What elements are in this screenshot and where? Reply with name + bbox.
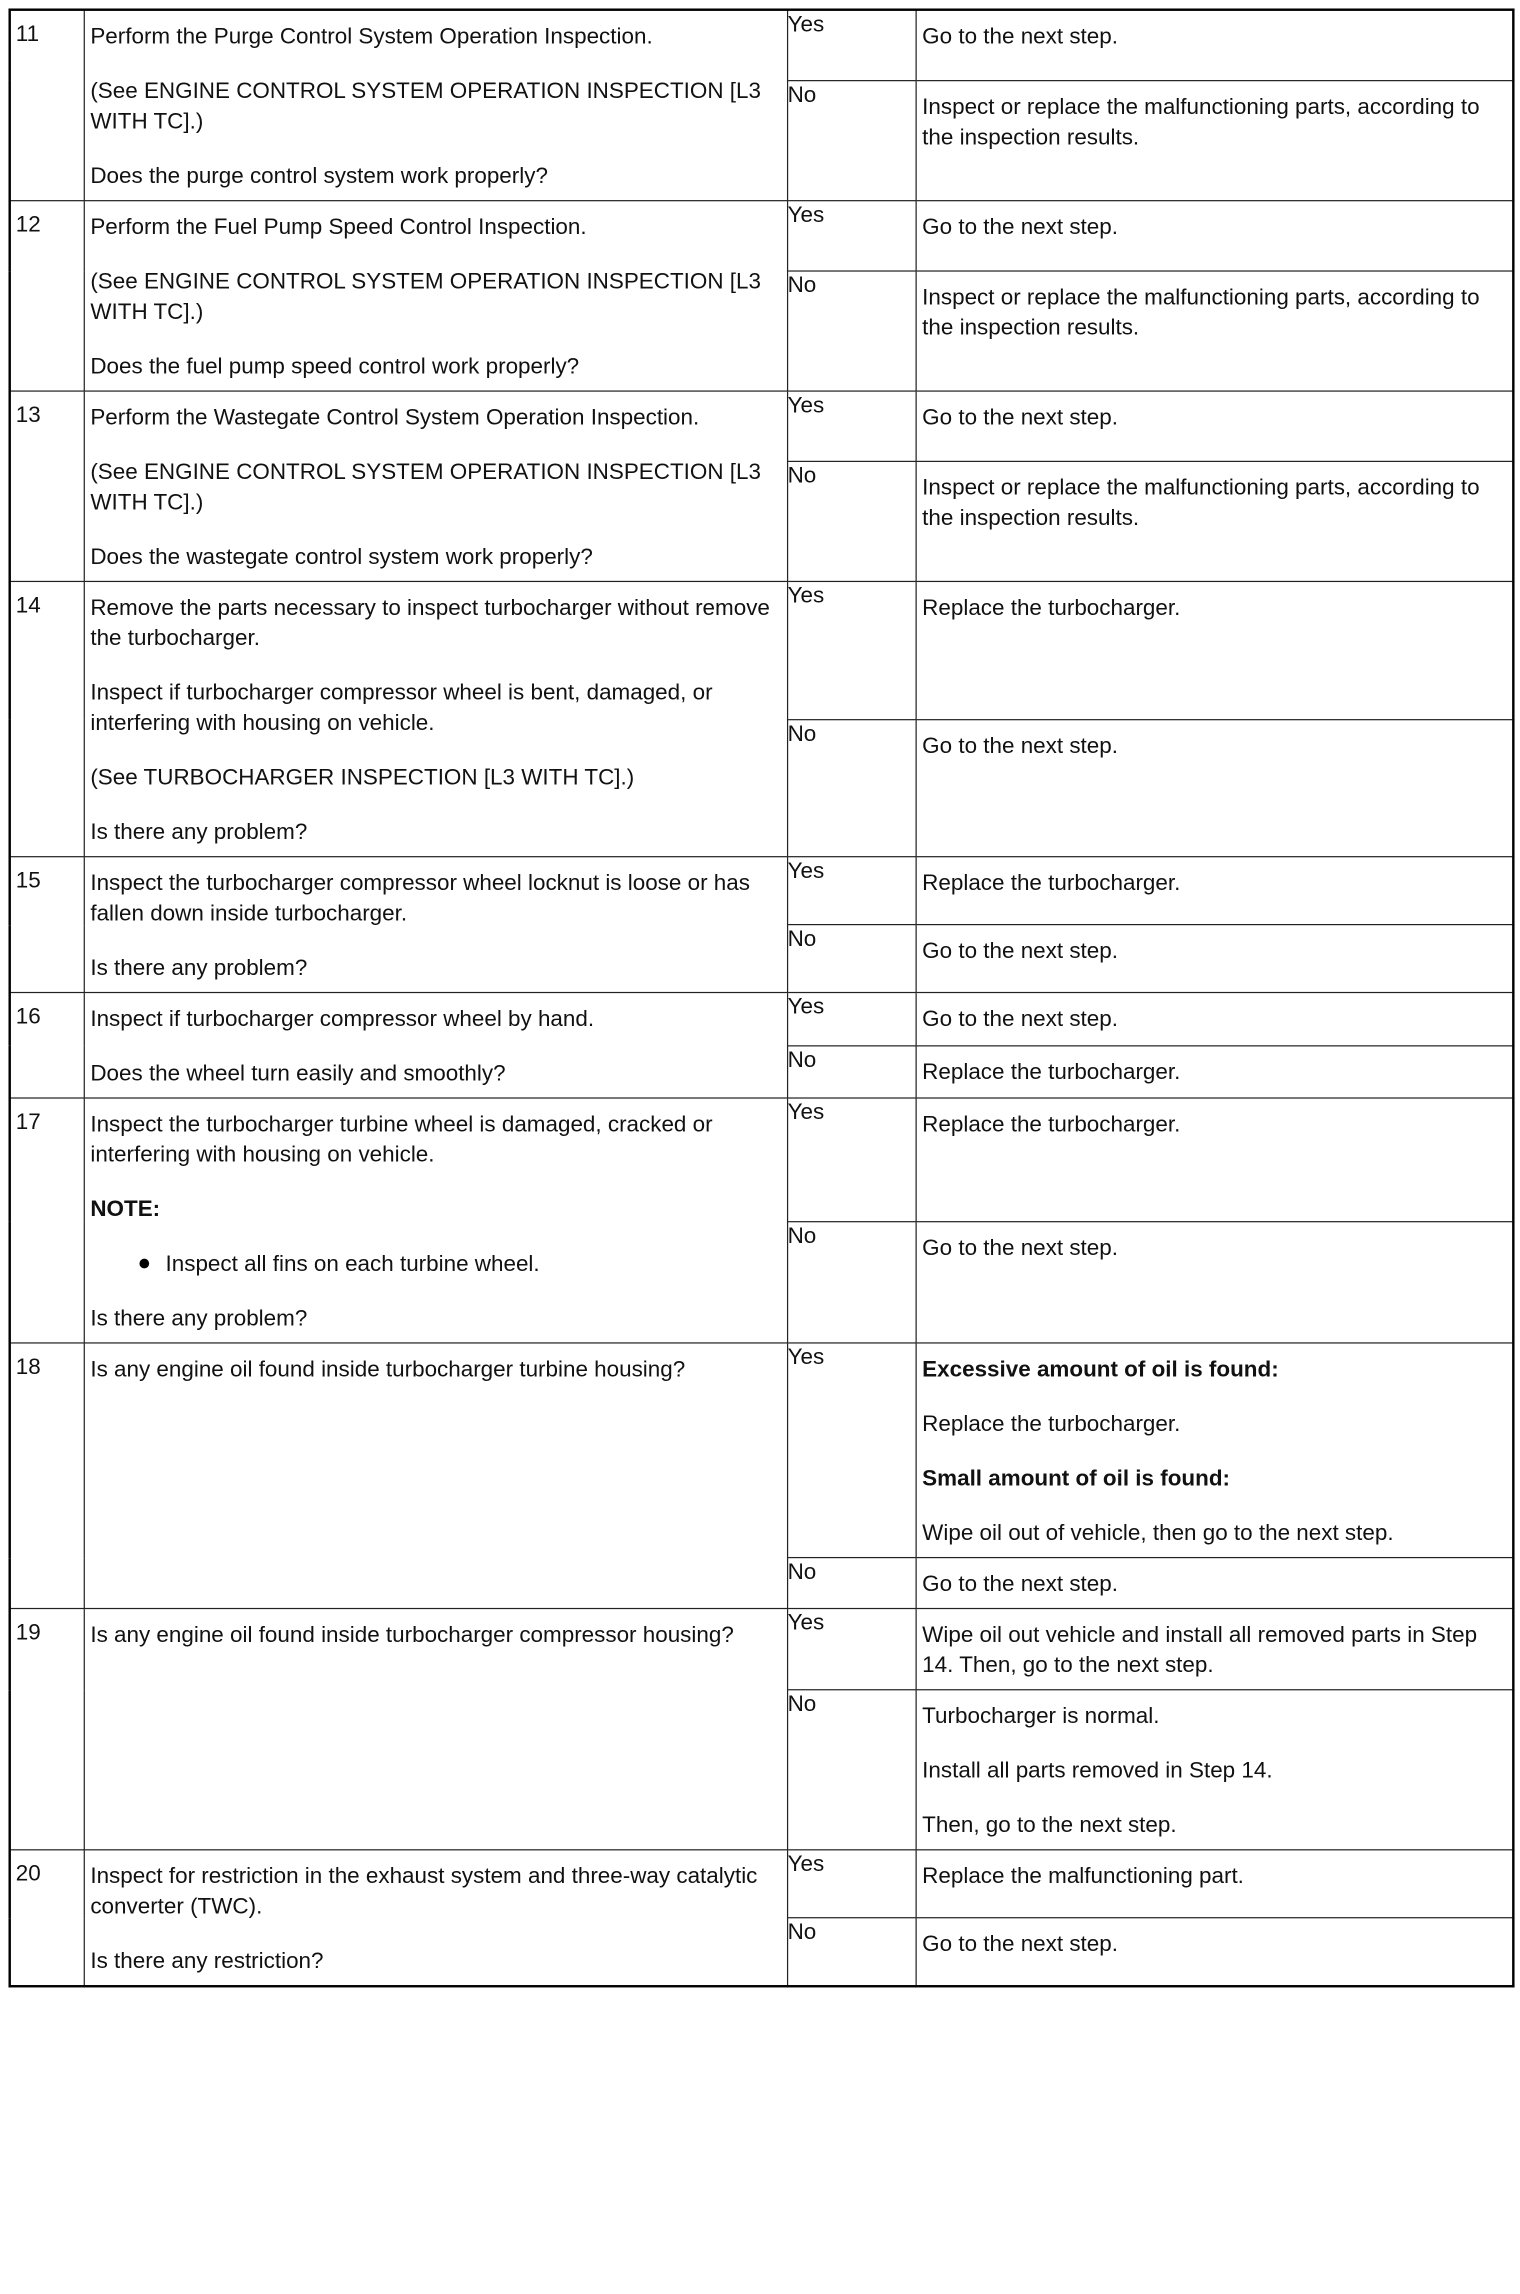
no-action: Inspect or replace the malfunctioning parts, according to the inspection results. [916, 271, 1514, 391]
question-text: Does the fuel pump speed control work properly? [90, 352, 580, 379]
no-action: Go to the next step. [916, 1918, 1514, 1986]
question-text: Inspect if turbocharger compressor wheel is bent, damaged, or interfering with housing on vehicle. [90, 679, 713, 735]
yes-label: Yes [787, 581, 916, 719]
question-text: Inspect for restriction in the exhaust system and three-way catalytic converter (TWC). [90, 1862, 758, 1919]
yes-label: Yes [787, 1098, 916, 1221]
no-action: Go to the next step. [916, 1221, 1514, 1343]
condition-heading: Small amount of oil is found: [922, 1464, 1231, 1491]
question-text: Inspect if turbocharger compressor wheel by hand. [90, 1005, 595, 1031]
no-label: No [787, 719, 916, 857]
step-question [84, 857, 787, 993]
note-bullet [90, 1248, 780, 1278]
no-label: No [787, 1690, 916, 1850]
step-row-12 [10, 201, 1514, 272]
question-text: Is any engine oil found inside turbocharger compressor housing? [90, 1621, 734, 1647]
yes-action: Replace the malfunctioning part. [916, 1850, 1514, 1918]
question-text: Perform the Purge Control System Operation Inspection. [90, 23, 653, 49]
question-text: (See TURBOCHARGER INSPECTION [L3 WITH TC].) [90, 763, 635, 790]
question-text: Is there any problem? [90, 954, 308, 980]
yes-action: Go to the next step. [916, 10, 1514, 81]
question-text: Does the wastegate control system work properly? [90, 543, 593, 569]
no-label: No [787, 1221, 916, 1343]
yes-label: Yes [787, 857, 916, 925]
step-number: 12 [10, 201, 84, 391]
yes-action: Wipe oil out vehicle and install all removed parts in Step 14. Then, go to the next step. [916, 1609, 1514, 1690]
step-row-13 [10, 391, 1514, 462]
step-number: 20 [10, 1850, 84, 1986]
yes-action: Replace the turbocharger. [916, 857, 1514, 925]
step-number: 13 [10, 391, 84, 581]
yes-action: Go to the next step. [916, 201, 1514, 272]
no-label: No [787, 81, 916, 201]
question-text: Perform the Fuel Pump Speed Control Inspection. [90, 213, 587, 239]
no-label: No [787, 1558, 916, 1609]
question-text: (See ENGINE CONTROL SYSTEM OPERATION INSPECTION [L3 WITH TC].) [90, 458, 761, 515]
step-number: 16 [10, 993, 84, 1098]
no-action: Inspect or replace the malfunctioning parts, according to the inspection results. [916, 81, 1514, 201]
step-question [84, 1343, 787, 1609]
step-row-18 [10, 1343, 1514, 1558]
step-question [84, 10, 787, 201]
step-question [84, 1609, 787, 1850]
no-label: No [787, 462, 916, 582]
step-question [84, 1850, 787, 1986]
step-number: 18 [10, 1343, 84, 1609]
no-label: No [787, 1045, 916, 1098]
action-text: Replace the turbocharger. [922, 1410, 1181, 1436]
step-number: 11 [10, 10, 84, 201]
step-row-11 [10, 10, 1514, 81]
no-action: Inspect or replace the malfunctioning parts, according to the inspection results. [916, 462, 1514, 582]
no-action: Turbocharger is normal. Install all parts removed in Step 14. Then, go to the next step. [916, 1690, 1514, 1850]
no-action: Go to the next step. [916, 1558, 1514, 1609]
yes-action: Go to the next step. [916, 391, 1514, 462]
question-text: Does the wheel turn easily and smoothly? [90, 1059, 506, 1086]
no-label: No [787, 925, 916, 993]
step-row-19 [10, 1609, 1514, 1690]
yes-action [916, 1343, 1514, 1558]
question-text: Is any engine oil found inside turbocharger turbine housing? [90, 1355, 686, 1382]
yes-label: Yes [787, 1850, 916, 1918]
question-text: Does the purge control system work properly? [90, 162, 548, 188]
no-action: Go to the next step. [916, 925, 1514, 993]
note-bullet-text: Inspect all fins on each turbine wheel. [165, 1250, 540, 1276]
step-row-14 [10, 581, 1514, 719]
question-text: Is there any problem? [90, 818, 308, 844]
yes-label: Yes [787, 391, 916, 462]
step-number: 19 [10, 1609, 84, 1850]
yes-action: Replace the turbocharger. [916, 1098, 1514, 1221]
no-label: No [787, 1918, 916, 1986]
bullet-icon [139, 1259, 149, 1269]
yes-action: Go to the next step. [916, 993, 1514, 1046]
question-text: Inspect the turbocharger turbine wheel is damaged, cracked or interfering with housing on vehicle. [90, 1110, 713, 1167]
yes-label: Yes [787, 1609, 916, 1690]
question-text: Perform the Wastegate Control System Operation Inspection. [90, 403, 700, 430]
step-number: 17 [10, 1098, 84, 1343]
step-row-20 [10, 1850, 1514, 1918]
troubleshooting-table [8, 8, 1514, 1987]
step-question [84, 201, 787, 391]
question-text: Is there any restriction? [90, 1947, 324, 1973]
step-number: 15 [10, 857, 84, 993]
note-label: NOTE: [90, 1195, 161, 1222]
step-row-16 [10, 993, 1514, 1046]
question-text: (See ENGINE CONTROL SYSTEM OPERATION INSPECTION [L3 WITH TC].) [90, 267, 761, 324]
no-action: Go to the next step. [916, 719, 1514, 857]
yes-label: Yes [787, 201, 916, 272]
question-text: Remove the parts necessary to inspect turbocharger without remove the turbocharger. [90, 594, 770, 650]
question-text: Is there any problem? [90, 1304, 308, 1331]
yes-action: Replace the turbocharger. [916, 581, 1514, 719]
question-text: (See ENGINE CONTROL SYSTEM OPERATION INSPECTION [L3 WITH TC].) [90, 77, 761, 134]
no-label: No [787, 271, 916, 391]
step-question [84, 391, 787, 581]
question-text: Inspect the turbocharger compressor wheel locknut is loose or has fallen down inside turbocharger. [90, 869, 750, 926]
step-number: 14 [10, 581, 84, 856]
condition-heading: Excessive amount of oil is found: [922, 1355, 1279, 1382]
step-question [84, 1098, 787, 1343]
yes-label: Yes [787, 1343, 916, 1558]
step-question [84, 581, 787, 856]
action-text: Wipe oil out of vehicle, then go to the next step. [922, 1519, 1394, 1545]
step-row-17 [10, 1098, 1514, 1221]
yes-label: Yes [787, 10, 916, 81]
yes-label: Yes [787, 993, 916, 1046]
no-action: Replace the turbocharger. [916, 1045, 1514, 1098]
step-row-15 [10, 857, 1514, 925]
step-question [84, 993, 787, 1098]
